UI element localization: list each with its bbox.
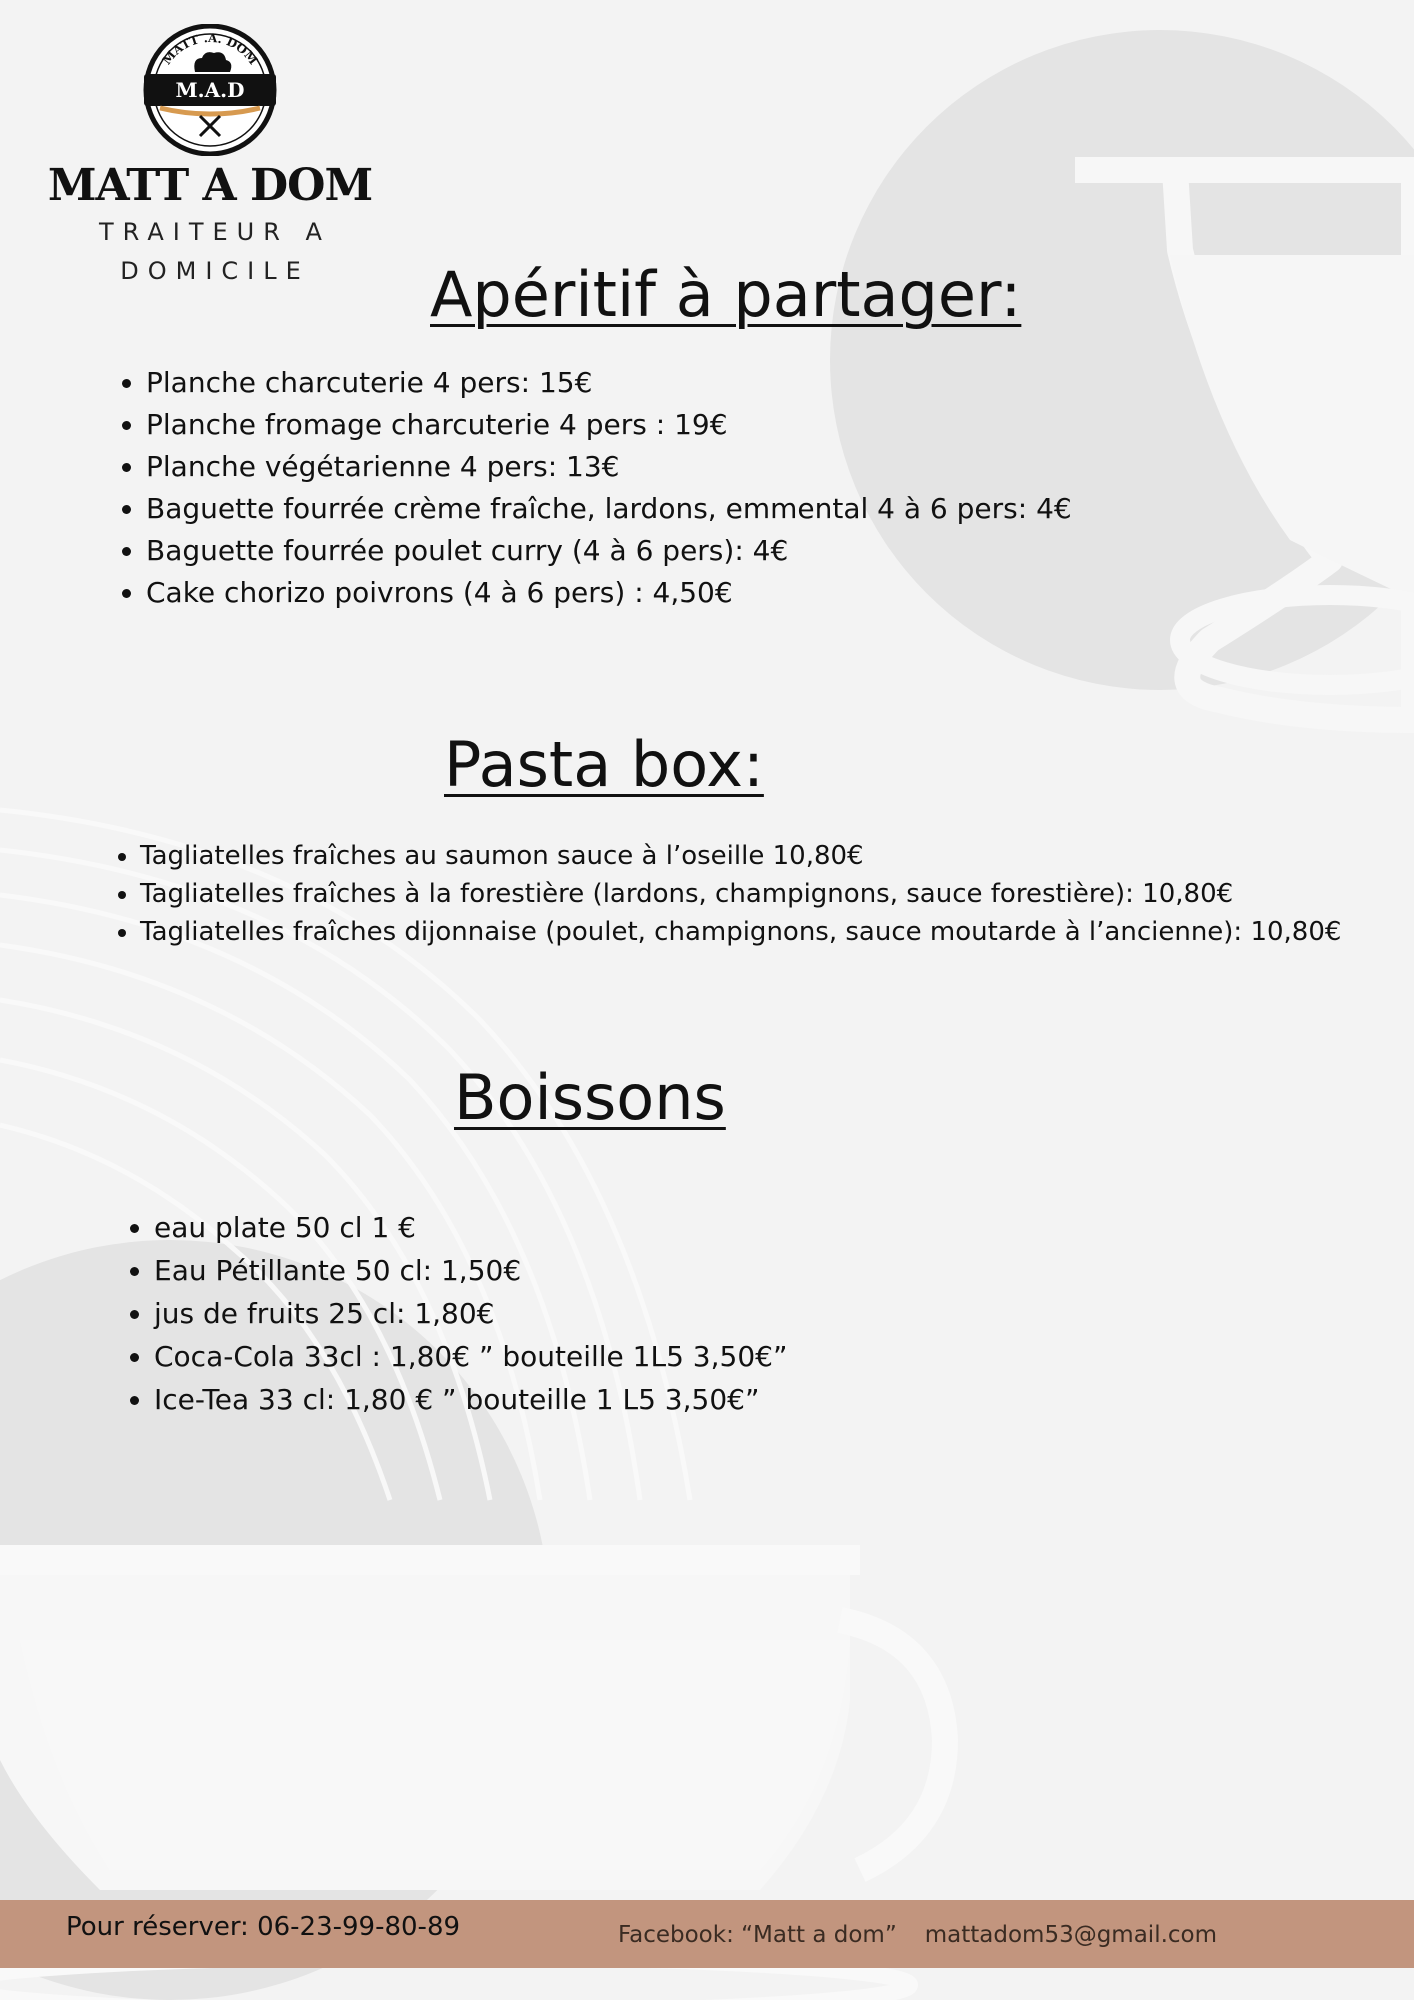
email-text: mattadom53@gmail.com — [924, 1922, 1218, 1948]
facebook-text: Facebook: “Matt a dom” — [618, 1922, 897, 1948]
list-item: • Planche fromage charcuterie 4 pers : 19€ — [146, 404, 1072, 446]
badge-mid-text: M.A.D — [175, 78, 245, 102]
brand-logo — [40, 24, 380, 291]
list-item: • Baguette fourrée poulet curry (4 à 6 pers): 4€ — [146, 530, 1072, 572]
tagline-line-2: DOMICILE — [120, 257, 310, 285]
list-item: • eau plate 50 cl 1 € — [154, 1206, 787, 1249]
list-item: • Tagliatelles fraîches dijonnaise (poulet, champignons, sauce moutarde à l’ancienne): 10,80€ — [140, 913, 1341, 951]
list-item: • Eau Pétillante 50 cl: 1,50€ — [154, 1249, 787, 1292]
badge-top-text: MATT .A. DOM — [159, 30, 261, 68]
brand-tagline — [60, 213, 360, 291]
section-title-pasta-box: Pasta box: — [444, 728, 764, 801]
section-title-boissons: Boissons — [454, 1061, 726, 1134]
aperitif-list — [112, 362, 1072, 614]
list-item: • Tagliatelles fraîches à la forestière (lardons, champignons, sauce forestière): 10,80€ — [140, 875, 1341, 913]
list-item: • jus de fruits 25 cl: 1,80€ — [154, 1292, 787, 1335]
list-item: • Cake chorizo poivrons (4 à 6 pers) : 4,50€ — [146, 572, 1072, 614]
list-item: • Coca-Cola 33cl : 1,80€ ” bouteille 1L5 3,50€” — [154, 1335, 787, 1378]
list-item: • Tagliatelles fraîches au saumon sauce à l’oseille 10,80€ — [140, 837, 1341, 875]
list-item: • Planche végétarienne 4 pers: 13€ — [146, 446, 1072, 488]
list-item: • Planche charcuterie 4 pers: 15€ — [146, 362, 1072, 404]
reservation-phone: Pour réserver: 06-23-99-80-89 — [66, 1912, 461, 1942]
section-title-aperitif: Apéritif à partager: — [430, 258, 1022, 331]
brand-name: MATT A DOM — [47, 160, 373, 211]
logo-badge-icon — [140, 24, 280, 156]
footer-social — [618, 1922, 1217, 1948]
footer-contact-band — [0, 1900, 1414, 1968]
list-item: • Ice-Tea 33 cl: 1,80 € ” bouteille 1 L5 3,50€” — [154, 1378, 787, 1421]
pasta-list — [108, 837, 1341, 951]
tagline-line-1: TRAITEUR A — [99, 218, 331, 246]
boissons-list — [120, 1206, 787, 1421]
list-item: • Baguette fourrée crème fraîche, lardons, emmental 4 à 6 pers: 4€ — [146, 488, 1072, 530]
